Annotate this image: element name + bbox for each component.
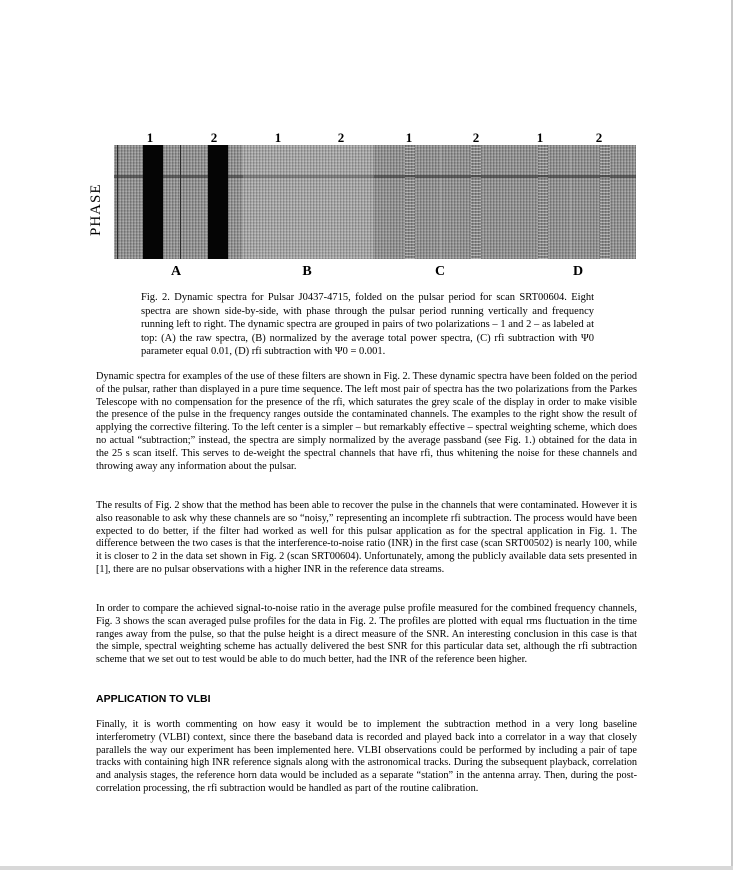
body-paragraph: In order to compare the achieved signal-to-noise ratio in the average pulse profile measured for the combined frequency channels, Fig. 3 shows the scan averaged pulse profiles for the data in Fig. 2. The profiles are plotted with equal rms fluctuation in the time ranges away from the pulse, so that the pulse height is a direct measure of the SNR. An interesting conclusion in this case is that the simple, spectral weighting scheme has actually delivered the best SNR for this particular data set, although the rfi subtraction scheme that we set out to test would be able to do much better, had the INR of the reference been higher. (96, 603, 637, 666)
polarization-label: 2 (210, 130, 218, 145)
rfi-line (117, 145, 118, 259)
spectrum-panel-d1 (507, 145, 571, 259)
body-paragraph: Dynamic spectra for examples of the use of these filters are shown in Fig. 2. These dynamic spectra have been folded on the period of the pulsar, rather than displayed in a pure time sequence. The left most pair of spectra has the two polarizations from the Parkes Telescope with no compensation for the presence of the rfi, which saturates the grey scale of the display in order to make visible the presence of the pulse in the frequency ranges outside the contaminated channels. The examples to the right show the result of applying the corrective filtering. To the left center is a simpler – but remarkably effective – spectral weighting scheme, which does no actual “subtraction;” instead, the spectra are simply normalized by the average passband (see Fig. 1.) obtained for the data in the 25 s scan itself. This serves to de-weight the spectral channels that have rfi, thus whitening the noise for these channels and throwing away any information about the pulsar. (96, 371, 637, 472)
y-axis-label: PHASE (88, 183, 104, 236)
rfi-residual (405, 145, 415, 259)
rfi-residual (538, 145, 548, 259)
body-paragraph: Finally, it is worth commenting on how easy it would be to implement the subtraction method in a very long baseline interferometry (VLBI) context, since there the baseband data is recorded and played back into a correlator in a way that closely parallels the way our experiment has been implemented here. VLBI observations could be performed by including a pair of tape tracks with containing high INR reference signals along with the astronomical tracks. During the subsequent playback, correlation and analysis stages, the reference horn data would be included as a separate “station” in the antenna array. Then, during the post-correlation processing, the rfi subtraction would be handled as part of the routine calibration. (96, 719, 637, 794)
rfi-band (208, 145, 228, 259)
rfi-residual (471, 145, 481, 259)
pulse-trace (243, 175, 309, 178)
rfi-residual (600, 145, 610, 259)
figure-dynamic-spectra (0, 0, 733, 360)
spectrum-panel-c1 (374, 145, 441, 259)
rfi-line (180, 145, 181, 259)
spectrum-panel-a1 (114, 145, 179, 259)
figure-caption: Fig. 2. Dynamic spectra for Pulsar J0437-4715, folded on the pulsar period for scan SRT00604. Eight spectra are shown side-by-side, with phase through the pulsar period running vertically and frequency running left to right. The dynamic spectra are grouped in pairs of two polarizations – 1 and 2 – as labeled at top: (A) the raw spectra, (B) normalized by the average total power spectra, (C) rfi subtraction with Ψ0 parameter equal 0.01, (D) rfi subtraction with Ψ0 = 0.001. (141, 292, 594, 358)
polarization-label: 2 (595, 130, 603, 145)
polarization-label: 2 (472, 130, 480, 145)
group-label: B (302, 264, 312, 279)
page-edge-bottom (0, 866, 733, 870)
spectrum-panel-b2 (309, 145, 374, 259)
spectrum-panel-d2 (571, 145, 636, 259)
section-heading: APPLICATION TO VLBI (96, 693, 211, 705)
group-label: C (434, 264, 446, 279)
spectrum-panel-a2 (179, 145, 243, 259)
spectrum-panel-b1 (243, 145, 309, 259)
polarization-label: 2 (337, 130, 345, 145)
rfi-band (143, 145, 163, 259)
group-label: A (170, 264, 182, 279)
polarization-label: 1 (536, 130, 544, 145)
pulse-trace (309, 175, 374, 178)
polarization-label: 1 (274, 130, 282, 145)
body-paragraph: The results of Fig. 2 show that the method has been able to recover the pulse in the channels that were contaminated. However it is also reasonable to ask why these channels are so “noisy,” representing an incomplete rfi subtraction. The process would have been expected to do better, if the filter had worked as well for this pulsar application as for the spectral application in Fig. 1. The difference between the two cases is that the interference-to-noise ratio (INR) in the first case (scan SRT00502) is nearly 100, while it is closer to 2 in the data set shown in Fig. 2 (scan SRT00604). Unfortunately, among the publicly available data sets presented in [1], there are no pulsar observations with a higher INR in the reference data streams. (96, 500, 637, 575)
group-label: D (572, 264, 584, 279)
spectrum-panel-c2 (441, 145, 507, 259)
polarization-label: 1 (405, 130, 413, 145)
polarization-label: 1 (146, 130, 154, 145)
